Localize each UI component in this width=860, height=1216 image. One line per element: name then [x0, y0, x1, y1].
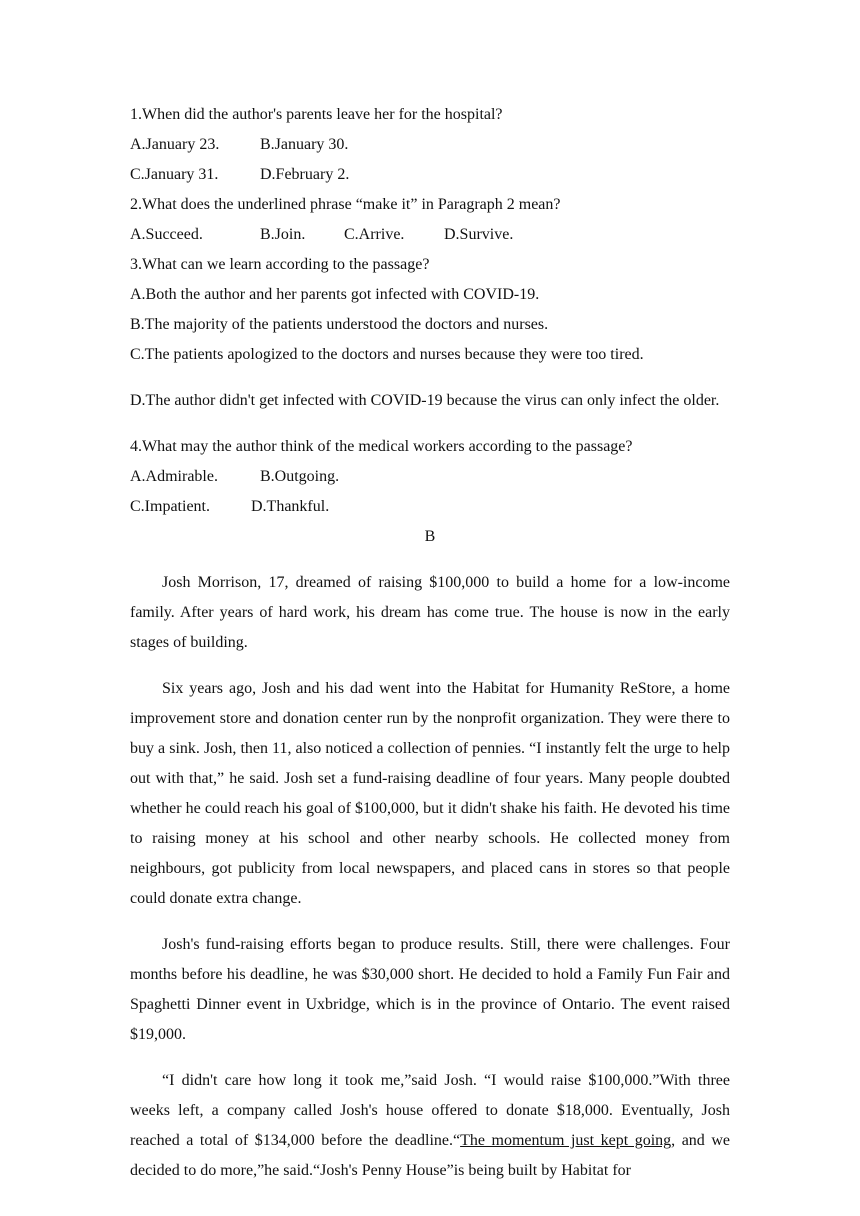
question-3-stem: 3.What can we learn according to the passage?: [130, 256, 430, 273]
paragraph-4-text-start: “I didn't care how long it took me,”said Josh. “I would raise $100,000.”With three weeks left, a company called Josh's house offered to donate $18,000. Eventually, Josh reached a total of $134,000 before the deadline.“: [130, 1072, 730, 1149]
paragraph-4-text-end: , and we decided to do more,”he said.“Josh's Penny House”is being built by Habitat for: [130, 1132, 730, 1179]
question-2-stem: 2.What does the underlined phrase “make it” in Paragraph 2 mean?: [130, 196, 561, 213]
passage-paragraph-2: Six years ago, Josh and his dad went into the Habitat for Humanity ReStore, a home improvement store and donation center run by the nonprofit organization. They were there to buy a sink. Josh, then 11, also noticed a collection of pennies. “I instantly felt the urge to help out with that,” he said. Josh set a fund-raising deadline of four years. Many people doubted whether he could reach his goal of $100,000, but it didn't shake his faith. He devoted his time to raising money at his school and other nearby schools. He collected money from neighbours, got publicity from local newspapers, and placed cans in stores so that people could donate extra change.: [130, 680, 730, 907]
question-2-options: [130, 220, 730, 250]
question-1-options-row-1: [130, 130, 730, 160]
option-d: D.February 2.: [260, 166, 350, 183]
option-b: B.The majority of the patients understood the doctors and nurses.: [130, 316, 549, 333]
option-b: B.January 30.: [260, 136, 349, 153]
passage-paragraph-1: Josh Morrison, 17, dreamed of raising $100,000 to build a home for a low-income family. After years of hard work, his dream has come true. The house is now in the early stages of building.: [130, 574, 730, 651]
option-a: A.Succeed.: [130, 226, 203, 243]
option-d: D.Survive.: [444, 226, 514, 243]
option-b: B.Outgoing.: [260, 468, 340, 485]
question-1-options-row-2: [130, 160, 730, 190]
option-c: C.Impatient.: [130, 498, 210, 515]
option-d: D.The author didn't get infected with COVID-19 because the virus can only infect the older.: [130, 392, 720, 409]
document-page: [130, 100, 730, 1202]
option-b: B.Join.: [260, 226, 306, 243]
option-a: A.Admirable.: [130, 468, 218, 485]
question-4-stem: 4.What may the author think of the medical workers according to the passage?: [130, 438, 633, 455]
option-a: A.January 23.: [130, 136, 220, 153]
option-c: C.Arrive.: [344, 226, 405, 243]
option-c: C.January 31.: [130, 166, 219, 183]
passage-paragraph-4: [130, 1066, 730, 1186]
passage-paragraph-3: Josh's fund-raising efforts began to produce results. Still, there were challenges. Four months before his deadline, he was $30,000 short. He decided to hold a Family Fun Fair and Spaghetti Dinner event in Uxbridge, which is in the province of Ontario. The event raised $19,000.: [130, 936, 730, 1043]
section-label: B: [424, 528, 436, 545]
question-4-options-row-2: [130, 492, 730, 522]
option-a: A.Both the author and her parents got infected with COVID-19.: [130, 286, 540, 303]
option-d: D.Thankful.: [251, 498, 330, 515]
underlined-phrase: The momentum just kept going: [460, 1132, 672, 1149]
question-4-options-row-1: [130, 462, 730, 492]
question-1-stem: 1.When did the author's parents leave her for the hospital?: [130, 106, 503, 123]
option-c: C.The patients apologized to the doctors and nurses because they were too tired.: [130, 346, 644, 363]
